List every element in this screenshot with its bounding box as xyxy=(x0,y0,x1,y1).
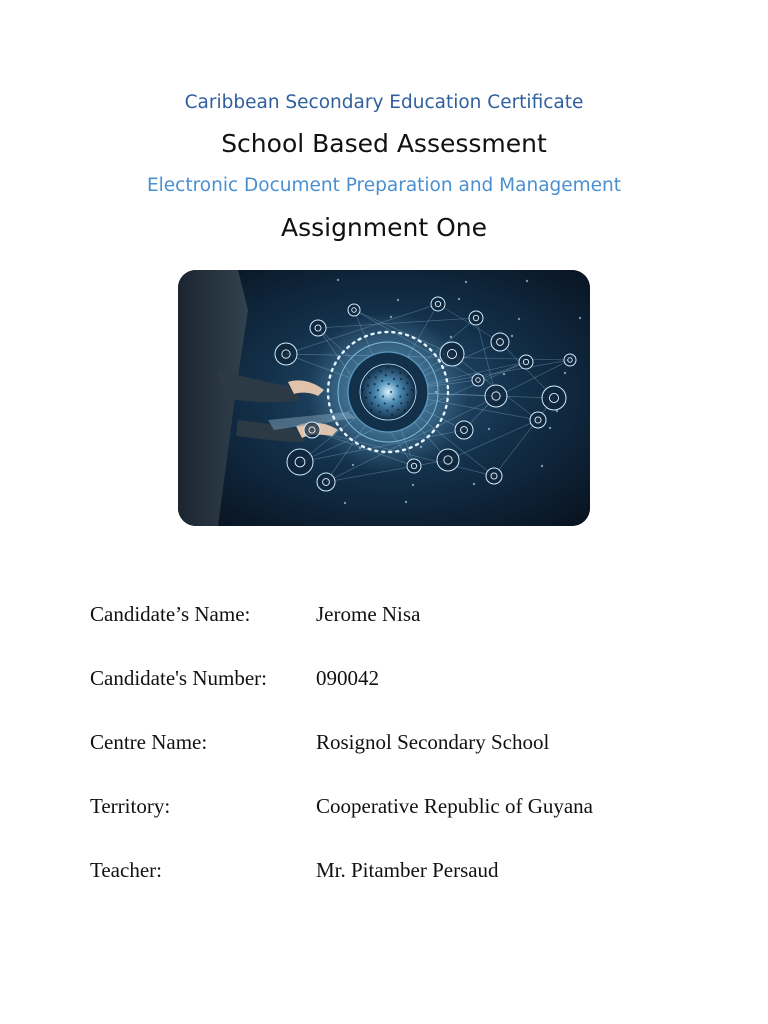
info-row-candidate-name xyxy=(90,602,690,632)
cover-image xyxy=(178,270,590,526)
shopping-cart-icon xyxy=(431,297,445,311)
assessment-title: School Based Assessment xyxy=(221,129,547,158)
user-icon xyxy=(485,385,507,407)
location-pin-icon xyxy=(287,449,313,475)
candidate-name-label: Candidate’s Name: xyxy=(90,602,251,626)
exam-title: Caribbean Secondary Education Certificate xyxy=(184,92,584,113)
territory-label: Territory: xyxy=(90,794,171,818)
cloud-icon xyxy=(472,374,484,386)
territory-value: Cooperative Republic of Guyana xyxy=(316,794,593,818)
info-row-centre-name xyxy=(90,730,690,760)
centre-name-value: Rosignol Secondary School xyxy=(316,730,550,754)
candidate-number-label: Candidate's Number: xyxy=(90,666,267,690)
cloud-icon xyxy=(455,421,473,439)
subject-title: Electronic Document Preparation and Management xyxy=(146,175,622,196)
teacher-value: Mr. Pitamber Persaud xyxy=(316,858,499,882)
laptop-icon xyxy=(275,343,297,365)
info-row-teacher xyxy=(90,858,690,888)
teacher-label: Teacher: xyxy=(90,858,162,882)
candidate-number-value: 090042 xyxy=(316,666,379,690)
info-row-candidate-number xyxy=(90,666,690,696)
wifi-icon xyxy=(304,422,320,438)
user-icon xyxy=(519,355,533,369)
info-row-territory xyxy=(90,794,690,824)
mail-icon xyxy=(317,473,335,491)
smartphone-icon xyxy=(437,449,459,471)
wifi-icon xyxy=(491,333,509,351)
assignment-title: Assignment One xyxy=(280,213,488,242)
laptop-icon xyxy=(542,386,566,410)
location-pin-icon xyxy=(469,311,483,325)
mail-icon xyxy=(440,342,464,366)
laptop-icon xyxy=(407,459,421,473)
globe-icon xyxy=(308,312,468,472)
centre-name-label: Centre Name: xyxy=(90,730,208,754)
shopping-cart-icon xyxy=(486,468,502,484)
smartphone-icon xyxy=(348,304,360,316)
globe-icon xyxy=(564,354,576,366)
globe-icon xyxy=(530,412,546,428)
candidate-name-value: Jerome Nisa xyxy=(316,602,421,626)
cloud-icon xyxy=(310,320,326,336)
